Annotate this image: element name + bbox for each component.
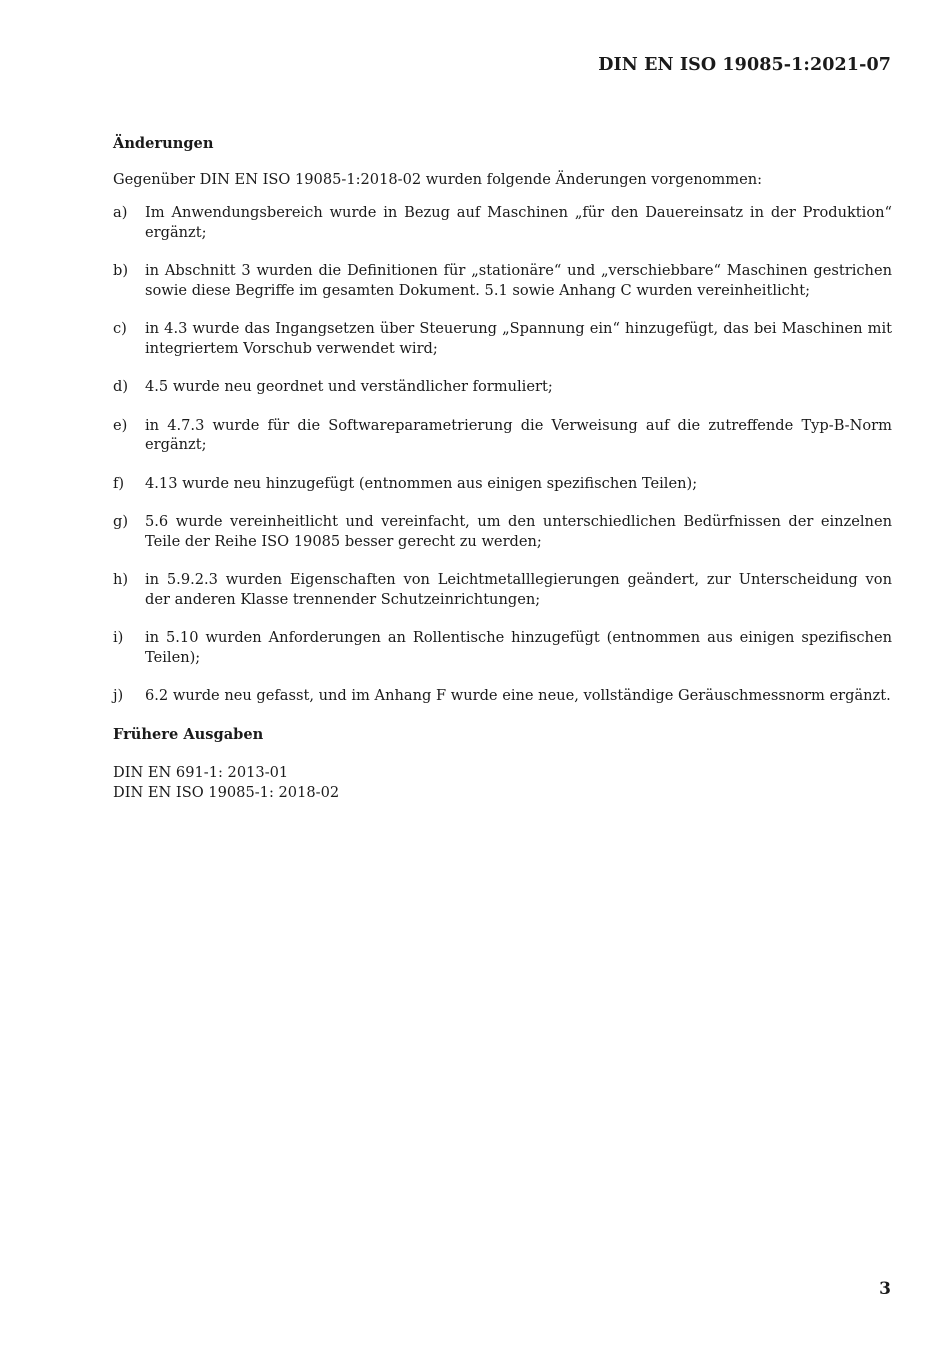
list-item-text: 6.2 wurde neu gefasst, und im Anhang F wurde eine neue, vollständige Geräuschmessnorm ergänzt. xyxy=(145,687,891,704)
list-item-text: in 5.10 wurden Anforderungen an Rollentische hinzugefügt (entnommen aus einigen spezifischen Teilen); xyxy=(145,629,892,666)
list-item-text: Im Anwendungsbereich wurde in Bezug auf Maschinen „für den Dauereinsatz in der Produktion“ ergänzt; xyxy=(145,204,892,241)
list-item-text: 4.13 wurde neu hinzugefügt (entnommen aus einigen spezifischen Teilen); xyxy=(145,474,698,492)
list-item xyxy=(113,570,892,609)
list-item xyxy=(113,512,892,551)
list-item-text: 5.6 wurde vereinheitlicht und vereinfacht, um den unterschiedlichen Bedürfnissen der einzelnen Teile der Reihe ISO 19085 besser gerecht zu werden; xyxy=(145,513,892,550)
changes-intro: Gegenüber DIN EN ISO 19085-1:2018-02 wurden folgende Änderungen vorgenommen: xyxy=(113,170,763,188)
list-item xyxy=(113,416,892,455)
list-item xyxy=(113,474,892,494)
list-item-text: in 4.7.3 wurde für die Softwareparametrierung die Verweisung auf die zutreffende Typ-B-Norm ergänzt; xyxy=(145,416,892,453)
list-item-text: 4.5 wurde neu geordnet und verständlicher formuliert; xyxy=(145,378,553,395)
list-item xyxy=(113,319,892,358)
list-item-label: g) xyxy=(113,513,129,530)
list-item-label: c) xyxy=(113,320,127,337)
changes-heading: Änderungen xyxy=(113,135,214,152)
list-item-label: e) xyxy=(113,416,128,434)
list-item-label: i) xyxy=(113,629,124,646)
list-item xyxy=(113,377,892,397)
list-item-label: j) xyxy=(113,687,124,704)
changes-list xyxy=(113,203,892,706)
list-item-text: in 5.9.2.3 wurden Eigenschaften von Leichtmetalllegierungen geändert, zur Unterscheidung von der anderen Klasse trennender Schutzeinrichtungen; xyxy=(145,571,892,608)
list-item-text: in Abschnitt 3 wurden die Definitionen für „stationäre“ und „verschiebbare“ Maschinen gestrichen sowie diese Begriffe im gesamten Dokument. 5.1 sowie Anhang C wurden vereinheitlicht; xyxy=(145,262,892,299)
list-item-label: b) xyxy=(113,262,129,279)
list-item-label: a) xyxy=(113,204,128,221)
list-item xyxy=(113,203,892,242)
page-content xyxy=(113,134,892,802)
edition-entry: DIN EN ISO 19085-1: 2018-02 xyxy=(113,783,340,801)
list-item xyxy=(113,261,892,300)
list-item-label: h) xyxy=(113,571,129,588)
document-code: DIN EN ISO 19085-1:2021-07 xyxy=(598,55,891,75)
previous-editions-list xyxy=(113,763,892,802)
list-item xyxy=(113,686,892,706)
page-number: 3 xyxy=(879,1279,891,1299)
edition-entry: DIN EN 691-1: 2013-01 xyxy=(113,764,289,781)
previous-editions-heading: Frühere Ausgaben xyxy=(113,725,264,743)
list-item-label: d) xyxy=(113,378,129,395)
list-item-label: f) xyxy=(113,474,125,492)
list-item-text: in 4.3 wurde das Ingangsetzen über Steuerung „Spannung ein“ hinzugefügt, das bei Maschinen mit integriertem Vorschub verwendet wird; xyxy=(145,320,892,357)
list-item xyxy=(113,628,892,667)
